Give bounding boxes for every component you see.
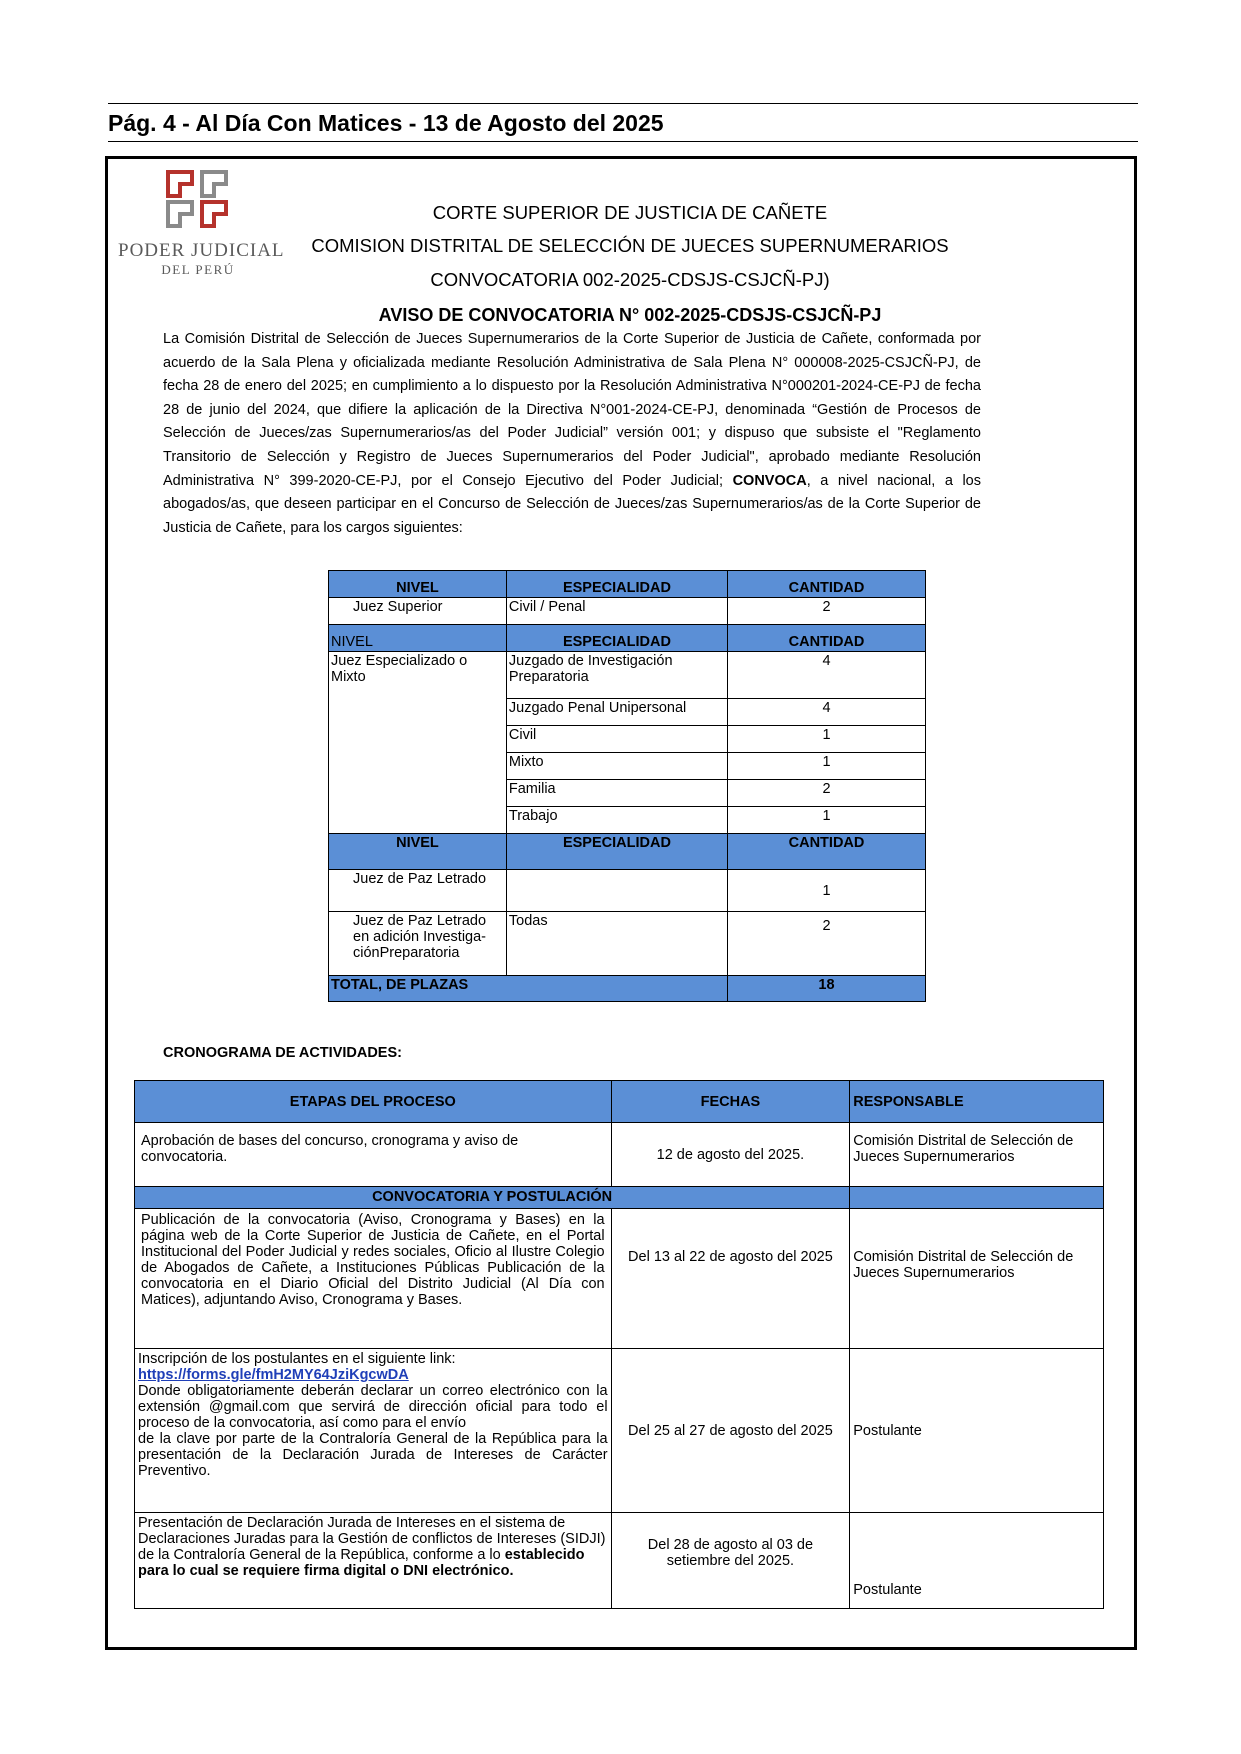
section-convocatoria: CONVOCATORIA Y POSTULACIÓN (135, 1187, 850, 1209)
logo-text-del-peru: DEL PERÚ (161, 262, 235, 277)
court-name: CORTE SUPERIOR DE JUSTICIA DE CAÑETE (432, 202, 828, 223)
etapa-bold-text: establecido para lo cual se requiere firma digital o DNI electrónico. (138, 1547, 585, 1579)
table-row (135, 1513, 1104, 1609)
cell-especialidad: Familia (506, 780, 727, 807)
table-row (329, 870, 926, 912)
table-row (329, 598, 926, 625)
cell-responsable: Comisión Distrital de Selección de Jueces Supernumerarios (850, 1209, 1104, 1349)
intro-paragraph (163, 328, 981, 540)
col-cantidad: CANTIDAD (728, 625, 926, 652)
col-especialidad: ESPECIALIDAD (506, 834, 727, 870)
cell-cantidad: 1 (728, 753, 926, 780)
plazas-table (328, 570, 926, 1002)
intro-convoca: CONVOCA (732, 472, 807, 489)
cronograma-title: CRONOGRAMA DE ACTIVIDADES: (163, 1045, 402, 1061)
col-etapas: ETAPAS DEL PROCESO (135, 1081, 612, 1123)
cell-especialidad: Mixto (506, 753, 727, 780)
plazas-header-row (329, 625, 926, 652)
plazas-header-row (329, 571, 926, 598)
intro-text-2: , a nivel nacional, a los abogados/as, que deseen participar en el Concurso de Selección de Jueces/zas Supernumerarios/as de la Corte Superior de Justicia de Cañete, para los cargos siguientes: (163, 472, 981, 536)
etapa-text: Donde obligatoriamente deberán declarar un correo electrónico con la extensión @gmail.com que servirá de dirección oficial para todo el proceso de la convocatoria, así como para el envío (138, 1383, 608, 1431)
cell-especialidad: Juzgado de Investigación Preparatoria (506, 652, 727, 699)
cell-cantidad: 1 (728, 870, 926, 912)
table-row (329, 912, 926, 976)
plazas-header-row (329, 834, 926, 870)
cell-nivel: Juez Superior (329, 598, 507, 625)
cell-cantidad: 4 (728, 699, 926, 726)
cell-especialidad: Todas (506, 912, 727, 976)
cell-cantidad: 2 (728, 780, 926, 807)
cell-etapa: Publicación de la convocatoria (Aviso, Cronograma y Bases) en la página web de la Corte Superior de Justicia de Cañete, en el Portal Institucional del Poder Judicial y redes sociales, Oficio al Ilustre Colegio de Abogados de Cañete, a Instituciones Públicas Publicación de la convocatoria en el Diario Oficial del Distrito Judicial (Al Día con Matices), adjuntando Aviso, Cronograma y Bases. (135, 1209, 612, 1349)
col-especialidad: ESPECIALIDAD (506, 625, 727, 652)
cell-fecha: Del 25 al 27 de agosto del 2025 (611, 1349, 850, 1513)
cell-etapa (135, 1349, 612, 1513)
cell-fecha: Del 13 al 22 de agosto del 2025 (611, 1209, 850, 1349)
poder-judicial-emblem-icon (164, 168, 230, 230)
registration-link[interactable]: https://forms.gle/fmH2MY64JziKgcwDA (138, 1367, 409, 1383)
total-label: TOTAL, DE PLAZAS (329, 976, 728, 1002)
cell-especialidad: Civil / Penal (506, 598, 727, 625)
intro-text-1: La Comisión Distrital de Selección de Jueces Supernumerarios de la Corte Superior de Justicia de Cañete, conformada por acuerdo de la Sala Plena y oficializada mediante Resolución Administrativa de Sala Plena N° 000008-2025-CSJCÑ-PJ, de fecha 28 de enero del 2025; en cumplimiento a lo dispuesto por la Resolución Administrativa N°000201-2024-CE-PJ de fecha 28 de junio del 2024, que difiere la aplicación de la Directiva N°001-2024-CE-PJ, denominada “Gestión de Procesos de Selección de Jueces/zas Supernumerarios/as del Poder Judicial” versión 001; y dispuso que subsiste el "Reglamento Transitorio de Selección y Registro de Jueces Supernumerarios del Poder Judicial", aprobado mediante Resolución Administrativa N° 399-2020-CE-PJ, por el Consejo Ejecutivo del Poder Judicial; (163, 331, 981, 489)
cell-especialidad (506, 870, 727, 912)
total-value: 18 (728, 976, 926, 1002)
logo-text-poder-judicial: PODER JUDICIAL (118, 240, 285, 261)
cell-especialidad: Juzgado Penal Unipersonal (506, 699, 727, 726)
table-row (135, 1123, 1104, 1187)
cell-nivel: Juez Especializado o Mixto (329, 652, 507, 834)
cell-nivel: Juez de Paz Letrado en adición Investiga-ciónPreparatoria (329, 912, 507, 976)
cronograma-table (134, 1080, 1104, 1609)
cell-responsable: Postulante (850, 1513, 1104, 1609)
col-cantidad: CANTIDAD (728, 571, 926, 598)
cell-nivel: Juez de Paz Letrado (329, 870, 507, 912)
header-rule-top (108, 103, 1138, 104)
cell-especialidad: Trabajo (506, 807, 727, 834)
cell-etapa (135, 1513, 612, 1609)
commission-name: COMISION DISTRITAL DE SELECCIÓN DE JUECES SUPERNUMERARIOS (311, 235, 949, 256)
cell-cantidad: 1 (728, 807, 926, 834)
cell-cantidad: 2 (728, 912, 926, 976)
col-nivel: NIVEL (329, 571, 507, 598)
cell-cantidad: 1 (728, 726, 926, 753)
col-responsable: RESPONSABLE (850, 1081, 1104, 1123)
total-row (329, 976, 926, 1002)
col-especialidad: ESPECIALIDAD (506, 571, 727, 598)
header-rule-bottom (108, 141, 1138, 142)
cell-especialidad: Civil (506, 726, 727, 753)
etapa-text: Inscripción de los postulantes en el siguiente link: (138, 1351, 456, 1367)
col-nivel: NIVEL (329, 834, 507, 870)
page-header: Pág. 4 - Al Día Con Matices - 13 de Agosto del 2025 (108, 110, 664, 136)
cell-fecha: Del 28 de agosto al 03 de setiembre del 2025. (611, 1513, 850, 1609)
table-row (135, 1349, 1104, 1513)
cell-cantidad: 4 (728, 652, 926, 699)
convocatoria-code: CONVOCATORIA 002-2025-CDSJS-CSJCÑ-PJ) (430, 269, 830, 290)
cell-cantidad: 2 (728, 598, 926, 625)
section-row (135, 1187, 1104, 1209)
cell-fecha: 12 de agosto del 2025. (611, 1123, 850, 1187)
etapa-text: de la clave por parte de la Contraloría General de la República para la presentación de la Declaración Jurada de Intereses de Carácter Preventivo. (138, 1431, 608, 1479)
col-fechas: FECHAS (611, 1081, 850, 1123)
col-nivel: NIVEL (329, 625, 507, 652)
notice-title: AVISO DE CONVOCATORIA N° 002-2025-CDSJS-CSJCÑ-PJ (378, 305, 882, 325)
table-row (329, 652, 926, 699)
col-cantidad: CANTIDAD (728, 834, 926, 870)
cronograma-header-row (135, 1081, 1104, 1123)
cell-etapa: Aprobación de bases del concurso, cronograma y aviso de convocatoria. (135, 1123, 612, 1187)
etapa-text: Presentación de Declaración Jurada de Intereses en el sistema de Declaraciones Juradas para la Gestión de conflictos de Intereses (SIDJI) de la Contraloría General de la República, conforme a lo (138, 1515, 606, 1563)
table-row (135, 1209, 1104, 1349)
cell-responsable: Comisión Distrital de Selección de Jueces Supernumerarios (850, 1123, 1104, 1187)
cell-responsable: Postulante (850, 1349, 1104, 1513)
section-empty-cell (850, 1187, 1104, 1209)
